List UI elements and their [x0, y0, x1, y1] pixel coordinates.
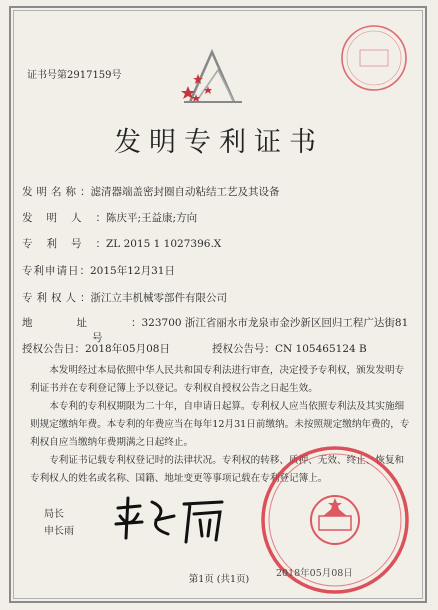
announce-number-label: 授权公告号 — [212, 343, 265, 355]
body-paragraph: 本发明经过本局依照中华人民共和国专利法进行审查，决定授予专利权，颁发发明专利证书并在专利登记簿上予以登记。专利权自授权公告之日起生效。 — [30, 365, 405, 394]
field-label: 发明名称 — [22, 186, 80, 198]
field-address-line2: 号 — [92, 332, 103, 344]
field-label: 专利号 — [22, 238, 96, 250]
certificate-title: 发明专利证书 — [114, 127, 324, 158]
top-stamp-icon — [338, 22, 410, 94]
field-invention-name: 发明名称：滤清器端盖密封圈自动粘结工艺及其设备 — [22, 186, 280, 198]
field-value: 2015年12月31日 — [90, 265, 175, 277]
field-label: 发明人 — [22, 212, 96, 224]
field-application-date: 专利申请日：2015年12月31日 — [22, 265, 175, 277]
field-patent-number: 专利号：ZL 2015 1 1027396.X — [22, 238, 222, 250]
field-announce-number: 授权公告号：CN 105465124 B — [212, 343, 367, 355]
field-value: ZL 2015 1 1027396.X — [106, 238, 222, 250]
signer-name: 申长雨 — [44, 526, 74, 537]
announce-date: 2018年05月08日 — [85, 343, 170, 355]
field-inventors: 发明人：陈庆平;王益康;方向 — [22, 212, 198, 224]
announce-number: CN 105465124 B — [275, 343, 367, 355]
field-value: 滤清器端盖密封圈自动粘结工艺及其设备 — [90, 186, 280, 198]
field-patentee: 专利权人：浙江立丰机械零部件有限公司 — [22, 292, 227, 304]
patent-office-emblem-icon — [172, 40, 252, 120]
handwritten-signature-icon — [110, 490, 230, 550]
field-value: 浙江立丰机械零部件有限公司 — [90, 292, 227, 304]
seal-date: 2018年05月08日 — [276, 568, 353, 579]
certificate-number: 证书号第2917159号 — [27, 70, 122, 81]
field-announce: 授权公告日：2018年05月08日 — [22, 343, 170, 355]
body-paragraph: 本专利的专利权期限为二十年，自申请日起算。专利权人应当依照专利法及其实施细则规定缴纳年费。本专利的年费应当在每年12月31日前缴纳。未按照规定缴纳年费的，专利权自应当缴纳年费期满之日起终止。 — [30, 401, 410, 448]
body-paragraph: 专利证书记载专利权登记时的法律状况。专利权的转移、质押、无效、终止、恢复和专利权人的姓名或名称、国籍、地址变更等事项记载在专利登记簿上。 — [30, 455, 405, 484]
field-value: 323700 浙江省丽水市龙泉市金沙新区回归工程广达街81 — [141, 317, 409, 329]
page-footer: 第1页 (共1页) — [188, 574, 250, 585]
announce-date-label: 授权公告日 — [22, 343, 75, 355]
signer-title: 局长 — [44, 509, 64, 520]
field-label: 地址 — [22, 317, 131, 329]
field-label: 专利权人 — [22, 292, 80, 304]
field-value: 陈庆平;王益康;方向 — [106, 212, 198, 224]
field-label: 专利申请日 — [22, 265, 80, 277]
field-address: 地址：323700 浙江省丽水市龙泉市金沙新区回归工程广达街81 — [22, 317, 409, 329]
